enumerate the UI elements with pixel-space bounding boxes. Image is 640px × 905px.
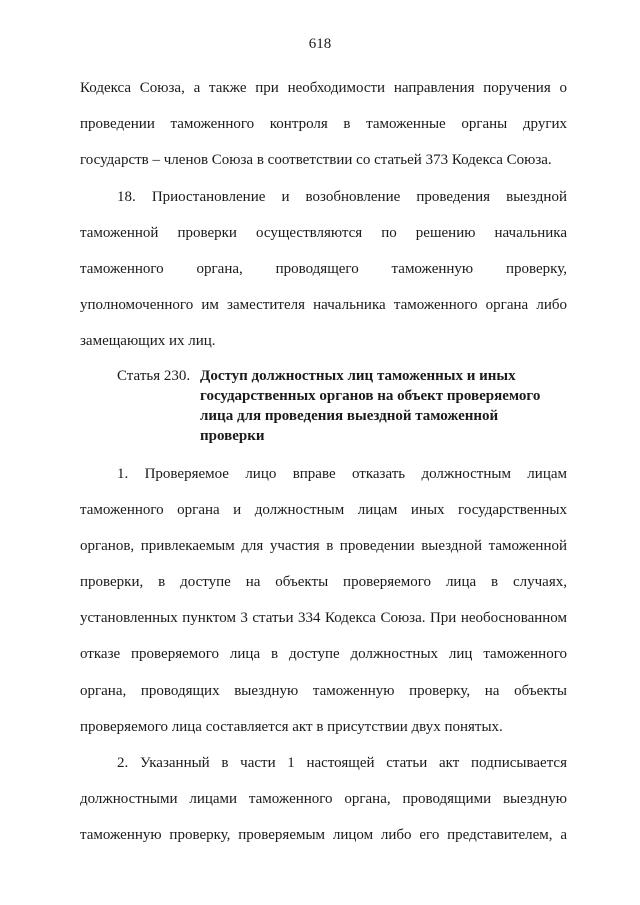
- text-line: отказе проверяемого лица в доступе должностных лиц таможенного: [80, 646, 567, 663]
- text-line: 2. Указанный в части 1 настоящей статьи акт подписывается: [117, 755, 567, 771]
- text-line: замещающих их лиц.: [80, 333, 216, 350]
- article-part-2: [80, 745, 567, 854]
- text-line: проверяемого лица составляется акт в присутствии двух понятых.: [80, 718, 503, 735]
- text-line: органа, проводящих выездную таможенную проверку, на объекты: [80, 682, 567, 699]
- article-part-1: [80, 456, 567, 746]
- article-number: Статья 230.: [117, 367, 191, 384]
- text-line: уполномоченного им заместителя начальника таможенного органа либо: [80, 297, 567, 314]
- text-line: установленных пунктом 3 статьи 334 Кодекса Союза. При необоснованном: [80, 610, 567, 627]
- text-line: органов, привлекаемым для участия в проведении выездной таможенной: [80, 537, 567, 554]
- article-heading: [80, 366, 567, 446]
- article-title-line: Доступ должностных лиц таможенных и иных: [200, 367, 516, 384]
- text-line: Кодекса Союза, а также при необходимости направления поручения о: [80, 80, 567, 96]
- article-title: [200, 366, 567, 446]
- paragraph-18: [80, 179, 567, 360]
- paragraph-continued: [80, 70, 567, 179]
- text-line: таможенного органа, проводящего таможенную проверку,: [80, 260, 567, 277]
- text-line: проверки, в доступе на объекты проверяемого лица в случаях,: [80, 574, 567, 591]
- article-title-line: государственных органов на объект проверяемого: [200, 387, 541, 404]
- article-title-line: лица для проведения выездной таможенной: [200, 407, 499, 424]
- article-title-line: проверки: [200, 427, 265, 444]
- text-line: должностными лицами таможенного органа, проводящими выездную: [80, 791, 567, 808]
- text-line: государств – членов Союза в соответствии со статьей 373 Кодекса Союза.: [80, 152, 552, 169]
- text-line: 1. Проверяемое лицо вправе отказать должностным лицам: [117, 465, 567, 482]
- text-line: таможенного органа и должностным лицам иных государственных: [80, 501, 567, 518]
- document-body: [80, 70, 567, 854]
- text-line: проведении таможенного контроля в таможенные органы других: [80, 116, 567, 133]
- page-number: 618: [308, 36, 332, 52]
- text-line: таможенной проверки осуществляются по решению начальника: [80, 224, 567, 241]
- text-line: 18. Приостановление и возобновление проведения выездной: [117, 188, 567, 205]
- text-line: таможенную проверку, проверяемым лицом либо его представителем, а: [80, 827, 567, 844]
